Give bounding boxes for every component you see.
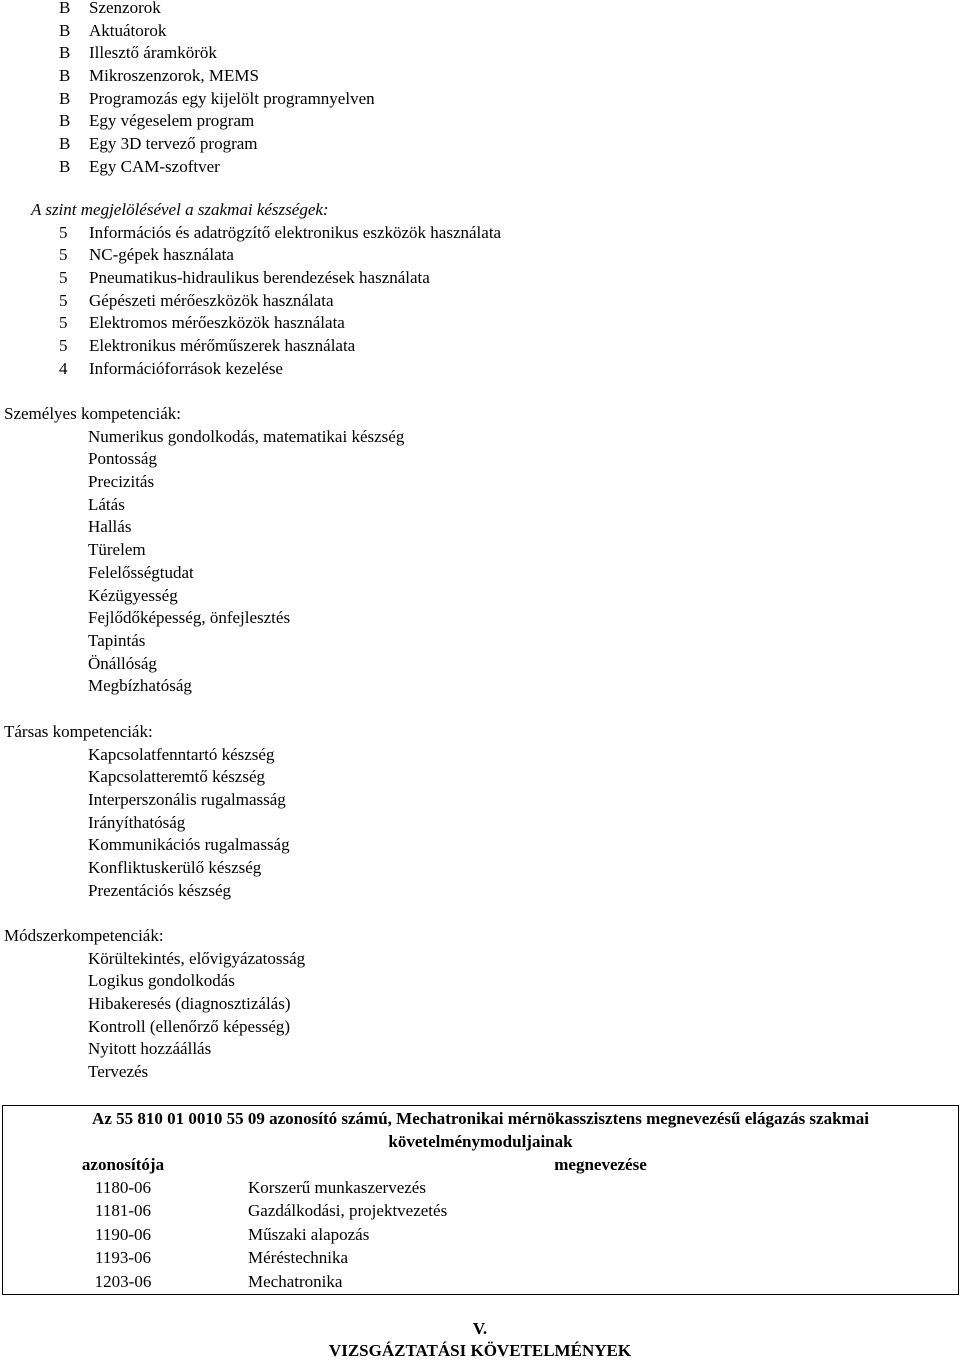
item-text: Programozás egy kijelölt programnyelven [89, 88, 375, 108]
list-item: Fejlődőképesség, önfejlesztés [88, 608, 291, 628]
list-item: Türelem [88, 540, 146, 560]
item-text: Egy CAM-szoftver [89, 156, 220, 176]
item-text: Gépészeti mérőeszközök használata [89, 290, 334, 310]
list-item: Numerikus gondolkodás, matematikai készség [88, 426, 405, 446]
method-competences [0, 925, 960, 1084]
list-item: Kapcsolatfenntartó készség [88, 744, 275, 764]
list-item: Nyitott hozzáállás [88, 1039, 212, 1059]
level-mark: B [59, 111, 71, 131]
level-mark: B [59, 43, 71, 63]
list-item [0, 156, 960, 179]
table-row [3, 1176, 958, 1199]
level-mark: B [59, 20, 71, 40]
cell-name: Gazdálkodási, projektvezetés [248, 1201, 448, 1221]
list-item: Tervezés [88, 1062, 149, 1082]
table-row [3, 1199, 958, 1222]
level-mark: 5 [59, 268, 68, 288]
list-item: Interperszonális rugalmasság [88, 790, 286, 810]
list-item: Kontroll (ellenőrző képesség) [88, 1016, 291, 1036]
item-text: Információforrások kezelése [89, 358, 283, 378]
cell-id: 1190-06 [94, 1224, 152, 1244]
item-text: Szenzorok [89, 0, 161, 17]
table-title-line: követelménymoduljainak [388, 1132, 573, 1151]
table-title-line: Az 55 810 01 0010 55 09 azonosító számú, Mechatronikai mérnökasszisztens megnevezésű elágazás szakmai [92, 1109, 869, 1128]
list-item: Kapcsolatteremtő készség [88, 767, 266, 787]
item-text: Egy végeselem program [89, 111, 255, 131]
section-title: Személyes kompetenciák: [4, 404, 182, 423]
level-mark: 5 [59, 336, 68, 356]
item-text: Pneumatikus-hidraulikus berendezések használata [89, 268, 430, 288]
level-mark: 5 [59, 245, 68, 265]
list-item: Önállóság [88, 653, 157, 673]
list-item: Felelősségtudat [88, 562, 194, 582]
list-item [0, 244, 960, 267]
list-item [0, 65, 960, 88]
cell-id: 1180-06 [94, 1178, 152, 1197]
list-item: Kézügyesség [88, 585, 178, 605]
level-mark: 4 [59, 358, 68, 378]
level-mark: B [59, 156, 71, 176]
list-item [0, 42, 960, 65]
list-item: Logikus gondolkodás [88, 971, 235, 991]
level-mark: 5 [59, 222, 68, 242]
item-text: Információs és adatrögzítő elektronikus eszközök használata [89, 222, 502, 242]
table-row [3, 1223, 958, 1246]
list-item: Irányíthatóság [88, 812, 186, 832]
list-item: Hibakeresés (diagnosztizálás) [88, 994, 291, 1014]
list-item: Precizitás [88, 472, 155, 492]
item-text: Egy 3D tervező program [89, 134, 258, 154]
column-header-id: azonosítója [81, 1155, 165, 1174]
list-item: Tapintás [88, 630, 146, 650]
list-item [0, 88, 960, 111]
skills-heading: A szint megjelölésével a szakmai készségek: [31, 200, 329, 219]
list-item: Körültekintés, elővigyázatosság [88, 948, 306, 968]
list-item [0, 20, 960, 43]
item-text: Aktuátorok [89, 20, 167, 40]
social-competences [0, 721, 960, 903]
cell-id: 1181-06 [94, 1201, 152, 1221]
list-item [0, 133, 960, 156]
module-table [2, 1105, 959, 1295]
cell-name: Mechatronika [248, 1271, 343, 1291]
list-item [0, 335, 960, 358]
skills-section [0, 199, 960, 381]
level-mark: 5 [59, 290, 68, 310]
cell-id: 1203-06 [94, 1271, 152, 1291]
table-row [3, 1270, 958, 1293]
cell-name: Műszaki alapozás [248, 1224, 370, 1244]
column-header-name: megnevezése [554, 1155, 647, 1174]
knowledge-list [0, 0, 960, 179]
cell-name: Korszerű munkaszervezés [248, 1178, 426, 1197]
section-title: Társas kompetenciák: [4, 722, 153, 741]
level-mark: 5 [59, 313, 68, 333]
list-item: Pontosság [88, 449, 157, 469]
item-text: NC-gépek használata [89, 245, 234, 265]
list-item: Megbízhatóság [88, 676, 192, 696]
list-item [0, 267, 960, 290]
list-item [0, 222, 960, 245]
personal-competences [0, 403, 960, 698]
list-item: Konfliktuskerülő készség [88, 858, 262, 878]
table-title [3, 1106, 958, 1153]
list-item [0, 290, 960, 313]
item-text: Elektromos mérőeszközök használata [89, 313, 345, 333]
section-numeral: V. [472, 1319, 488, 1338]
list-item: Kommunikációs rugalmasság [88, 835, 290, 855]
level-mark: B [59, 66, 71, 86]
item-text: Illesztő áramkörök [89, 43, 217, 63]
item-text: Elektronikus mérőműszerek használata [89, 336, 356, 356]
list-item [0, 110, 960, 133]
cell-id: 1193-06 [94, 1248, 152, 1268]
section-title: VIZSGÁZTATÁSI KÖVETELMÉNYEK [328, 1341, 632, 1360]
list-item: Látás [88, 494, 125, 514]
level-mark: B [59, 134, 71, 154]
list-item: Prezentációs készség [88, 880, 232, 900]
cell-name: Méréstechnika [248, 1248, 349, 1268]
item-text: Mikroszenzorok, MEMS [89, 66, 259, 86]
table-header [3, 1153, 958, 1176]
level-mark: B [59, 0, 71, 17]
table-row [3, 1246, 958, 1269]
section-heading [0, 1318, 960, 1362]
level-mark: B [59, 88, 71, 108]
list-item [0, 312, 960, 335]
list-item [0, 358, 960, 381]
section-title: Módszerkompetenciák: [4, 926, 164, 945]
list-item: Hallás [88, 517, 132, 537]
list-item [0, 0, 960, 20]
